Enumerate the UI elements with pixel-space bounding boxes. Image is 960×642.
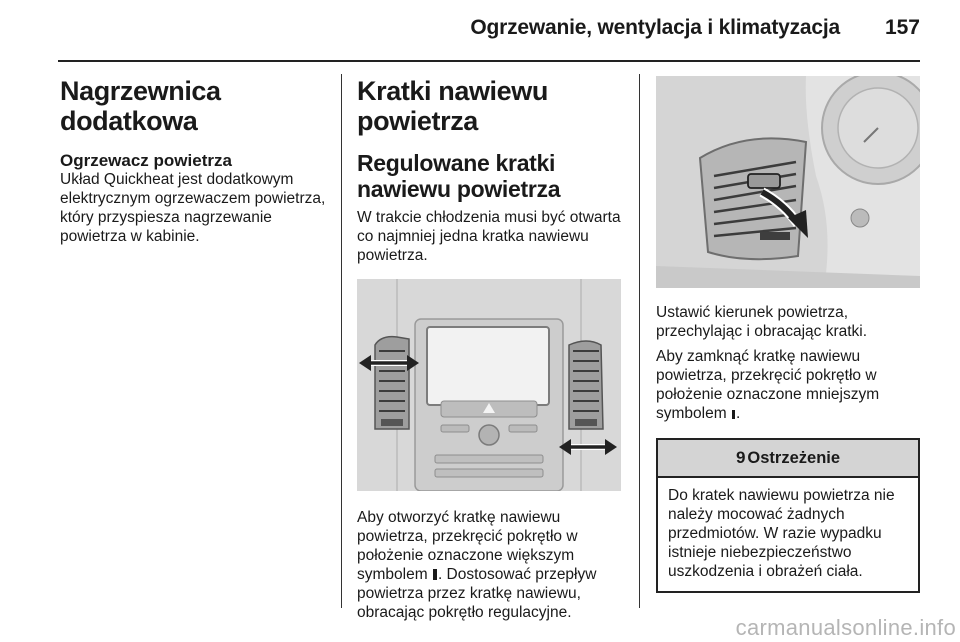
warning-header (658, 440, 918, 478)
warning-body (658, 478, 918, 591)
paragraph-direction: Ustawić kierunek powietrza, przechylając i obracając kratki. (656, 304, 868, 340)
vent-open-symbol-icon (433, 569, 437, 580)
paragraph-close-vent-text: Aby zamknąć kratkę nawiewu powietrza, przekręcić pokrętło w położenie oznaczone mniejszym symbolem (656, 348, 880, 422)
header-rule (58, 60, 920, 62)
vent-closed-symbol-icon (732, 410, 735, 419)
vent-adjust-drawing (656, 76, 920, 288)
section-title-auxiliary-heater: Nagrzewnica dodatkowa (60, 76, 221, 136)
dashboard-vents-drawing (357, 279, 621, 491)
subsection-title-air-heater: Ogrzewacz powietrza (60, 151, 232, 170)
paragraph-close-vent-text-end: . (735, 405, 741, 422)
section-title-air-vents: Kratki nawiewu powietrza (357, 76, 548, 136)
watermark: carmanualsonline.info (735, 615, 956, 640)
paragraph-open-vent-text-end: . Dostosować przepływ powietrza przez kratkę nawiewu, obracając pokrętło regulacyjne. (357, 566, 597, 621)
column-divider (639, 74, 640, 608)
warning-box (656, 438, 920, 593)
paragraph-cooling-note: W trakcie chłodzenia musi być otwarta co najmniej jedna kratka nawiewu powietrza. (357, 209, 621, 264)
paragraph-open-vent (357, 508, 623, 622)
paragraph-quickheat: Układ Quickheat jest dodatkowym elektrycznym ogrzewaczem powietrza, który przyspiesza nagrzewanie powietrza w kabinie. (60, 171, 326, 245)
warning-title: Ostrzeżenie (747, 448, 841, 467)
column-3 (656, 74, 920, 593)
page-number: 157 (884, 16, 920, 39)
subsection-title-adjustable-vents: Regulowane kratki nawiewu powietrza (357, 150, 561, 202)
column-1 (60, 74, 328, 246)
dashboard-vents-illustration (357, 279, 621, 491)
column-2 (357, 74, 623, 622)
column-divider (341, 74, 342, 608)
paragraph-close-vent (656, 347, 920, 423)
warning-triangle-icon: 9 (735, 448, 746, 467)
paragraph-open-vent-text: Aby otworzyć kratkę nawiewu powietrza, przekręcić pokrętło w położenie oznaczone większym symbolem (357, 509, 578, 583)
vent-adjust-illustration (656, 76, 920, 288)
warning-text: Do kratek nawiewu powietrza nie należy mocować żadnych przedmiotów. W razie wypadku istnieje niebezpieczeństwo uszkodzenia i obrażeń ciała. (668, 487, 895, 580)
running-header-title: Ogrzewanie, wentylacja i klimatyzacja (470, 16, 840, 39)
